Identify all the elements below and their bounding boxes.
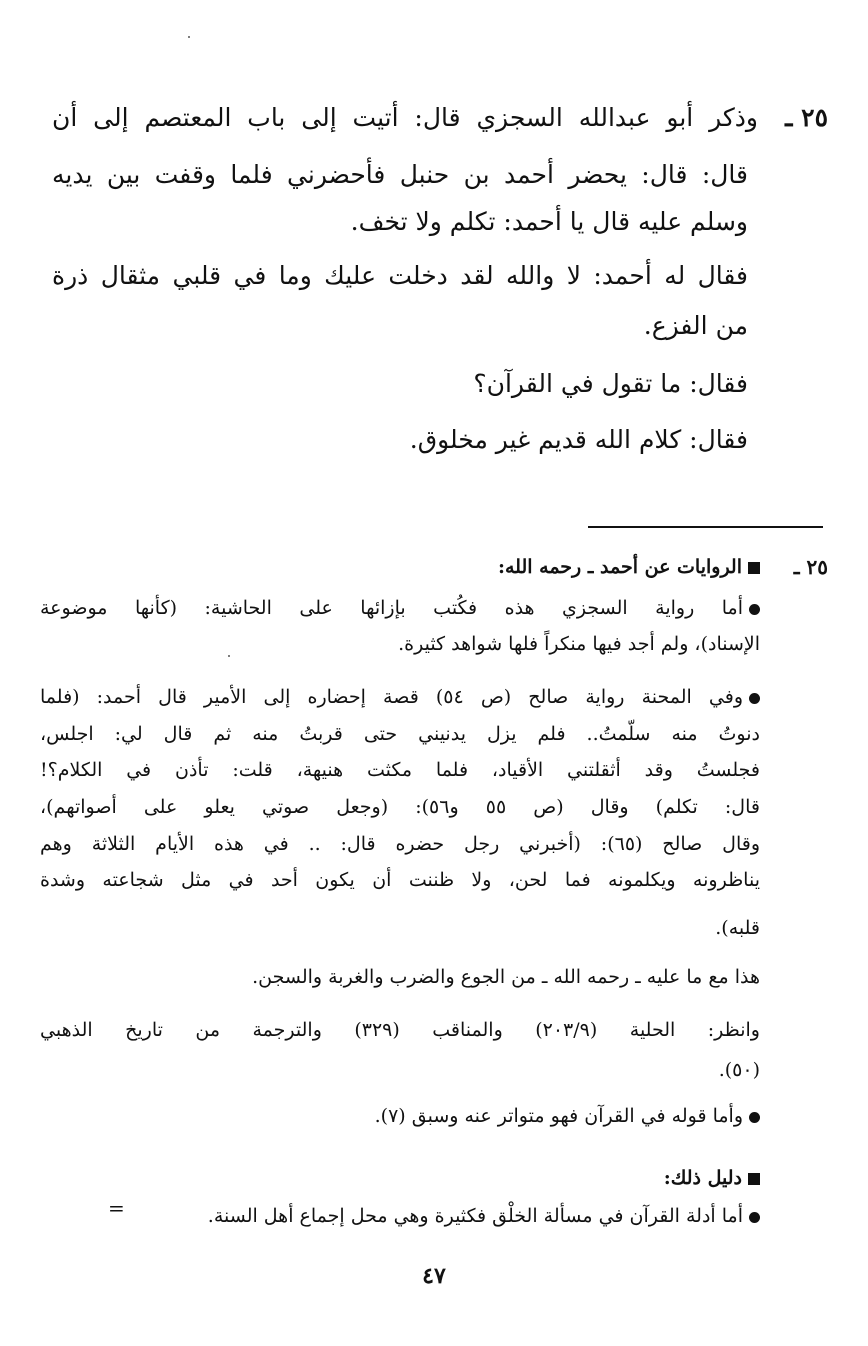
footnote-line-1-text: أما رواية السجزي هذه فكُتب بإزائها على الحاشية: (كأنها موضوعة <box>40 597 743 619</box>
footnote-line-4: دنوتُ منه سلّمتُ.. فلم يزل يدنيني حتى قربتُ منه ثم قال لي: اجلس، <box>40 723 760 745</box>
evidence-line <box>208 1198 760 1234</box>
continuation-mark: = <box>108 1196 125 1220</box>
round-bullet-icon <box>749 693 760 704</box>
footnote-separator <box>588 526 823 528</box>
main-text-line-2: قال: قال: يحضر أحمد بن حنبل فأحضرني فلما وقفت بين يديه <box>52 160 748 189</box>
main-text-line-7: فقال: كلام الله قديم غير مخلوق. <box>409 425 748 454</box>
footnote-line-9: قلبه). <box>715 917 760 939</box>
footnote-number: ٢٥ ـ <box>793 555 828 579</box>
footnote-line-6: قال: تكلم) وقال (ص ٥٥ و٥٦): (وجعل صوتي يعلو على أصواتهم)، <box>40 796 760 818</box>
main-text-line-1: وذكر أبو عبدالله السجزي قال: أتيت إلى باب المعتصم إلى أن <box>52 103 758 132</box>
main-text-line-6: فقال: ما تقول في القرآن؟ <box>473 369 748 398</box>
footnote-line-10: هذا مع ما عليه ـ رحمه الله ـ من الجوع والضرب والغربة والسجن. <box>252 966 760 988</box>
evidence-heading <box>664 1160 760 1196</box>
main-text-line-4: فقال له أحمد: لا والله لقد دخلت عليك وما في قلبي مثقال ذرة <box>52 261 748 290</box>
entry-number: ٢٥ ـ <box>785 103 828 132</box>
footnote-line-7: وقال صالح (٦٥): (أخبرني رجل حضره قال: .. في هذه الأيام الثلاثة وهم <box>40 833 760 855</box>
footnote-line-1 <box>40 590 760 626</box>
footnote-line-11: وانظر: الحلية (٢٠٣/٩) والمناقب (٣٢٩) والترجمة من تاريخ الذهبي <box>40 1019 760 1041</box>
round-bullet-icon <box>749 604 760 615</box>
footnote-line-5: فجلستُ وقد أثقلتني الأقياد، فلما مكثت هنيهة، قلت: تأذن في الكلام؟! <box>40 759 760 781</box>
footnote-line-3 <box>40 679 760 715</box>
square-bullet-icon <box>748 1173 760 1185</box>
square-bullet-icon <box>748 562 760 574</box>
main-text-line-5: من الفزع. <box>643 311 748 340</box>
evidence-line-text: أما أدلة القرآن في مسألة الخلْق فكثيرة وهي محل إجماع أهل السنة. <box>207 1205 743 1227</box>
footnote-heading <box>498 549 760 585</box>
main-text-line-3: وسلم عليه قال يا أحمد: تكلم ولا تخف. <box>350 207 748 236</box>
footnote-line-2: الإسناد)، ولم أجد فيها منكراً فلها شواهد كثيرة. <box>398 633 760 655</box>
footnote-line-8: يناظرونه ويكلمونه فما لحن، ولا ظننت أن يكون أحد في مثل شجاعته وشدة <box>40 869 760 891</box>
footnote-line-13 <box>375 1098 760 1134</box>
evidence-heading-text: دليل ذلك: <box>663 1167 742 1189</box>
page-number: ٤٧ <box>422 1263 446 1289</box>
scan-speck <box>188 36 190 38</box>
footnote-heading-text: الروايات عن أحمد ـ رحمه الله: <box>497 556 742 578</box>
round-bullet-icon <box>749 1212 760 1223</box>
round-bullet-icon <box>749 1112 760 1123</box>
scan-speck <box>228 655 230 657</box>
footnote-line-12: (٥٠). <box>718 1059 760 1081</box>
footnote-line-3-text: وفي المحنة رواية صالح (ص ٥٤) قصة إحضاره إلى الأمير قال أحمد: (فلما <box>40 686 743 708</box>
footnote-line-13-text: وأما قوله في القرآن فهو متواتر عنه وسبق (٧). <box>374 1105 743 1127</box>
